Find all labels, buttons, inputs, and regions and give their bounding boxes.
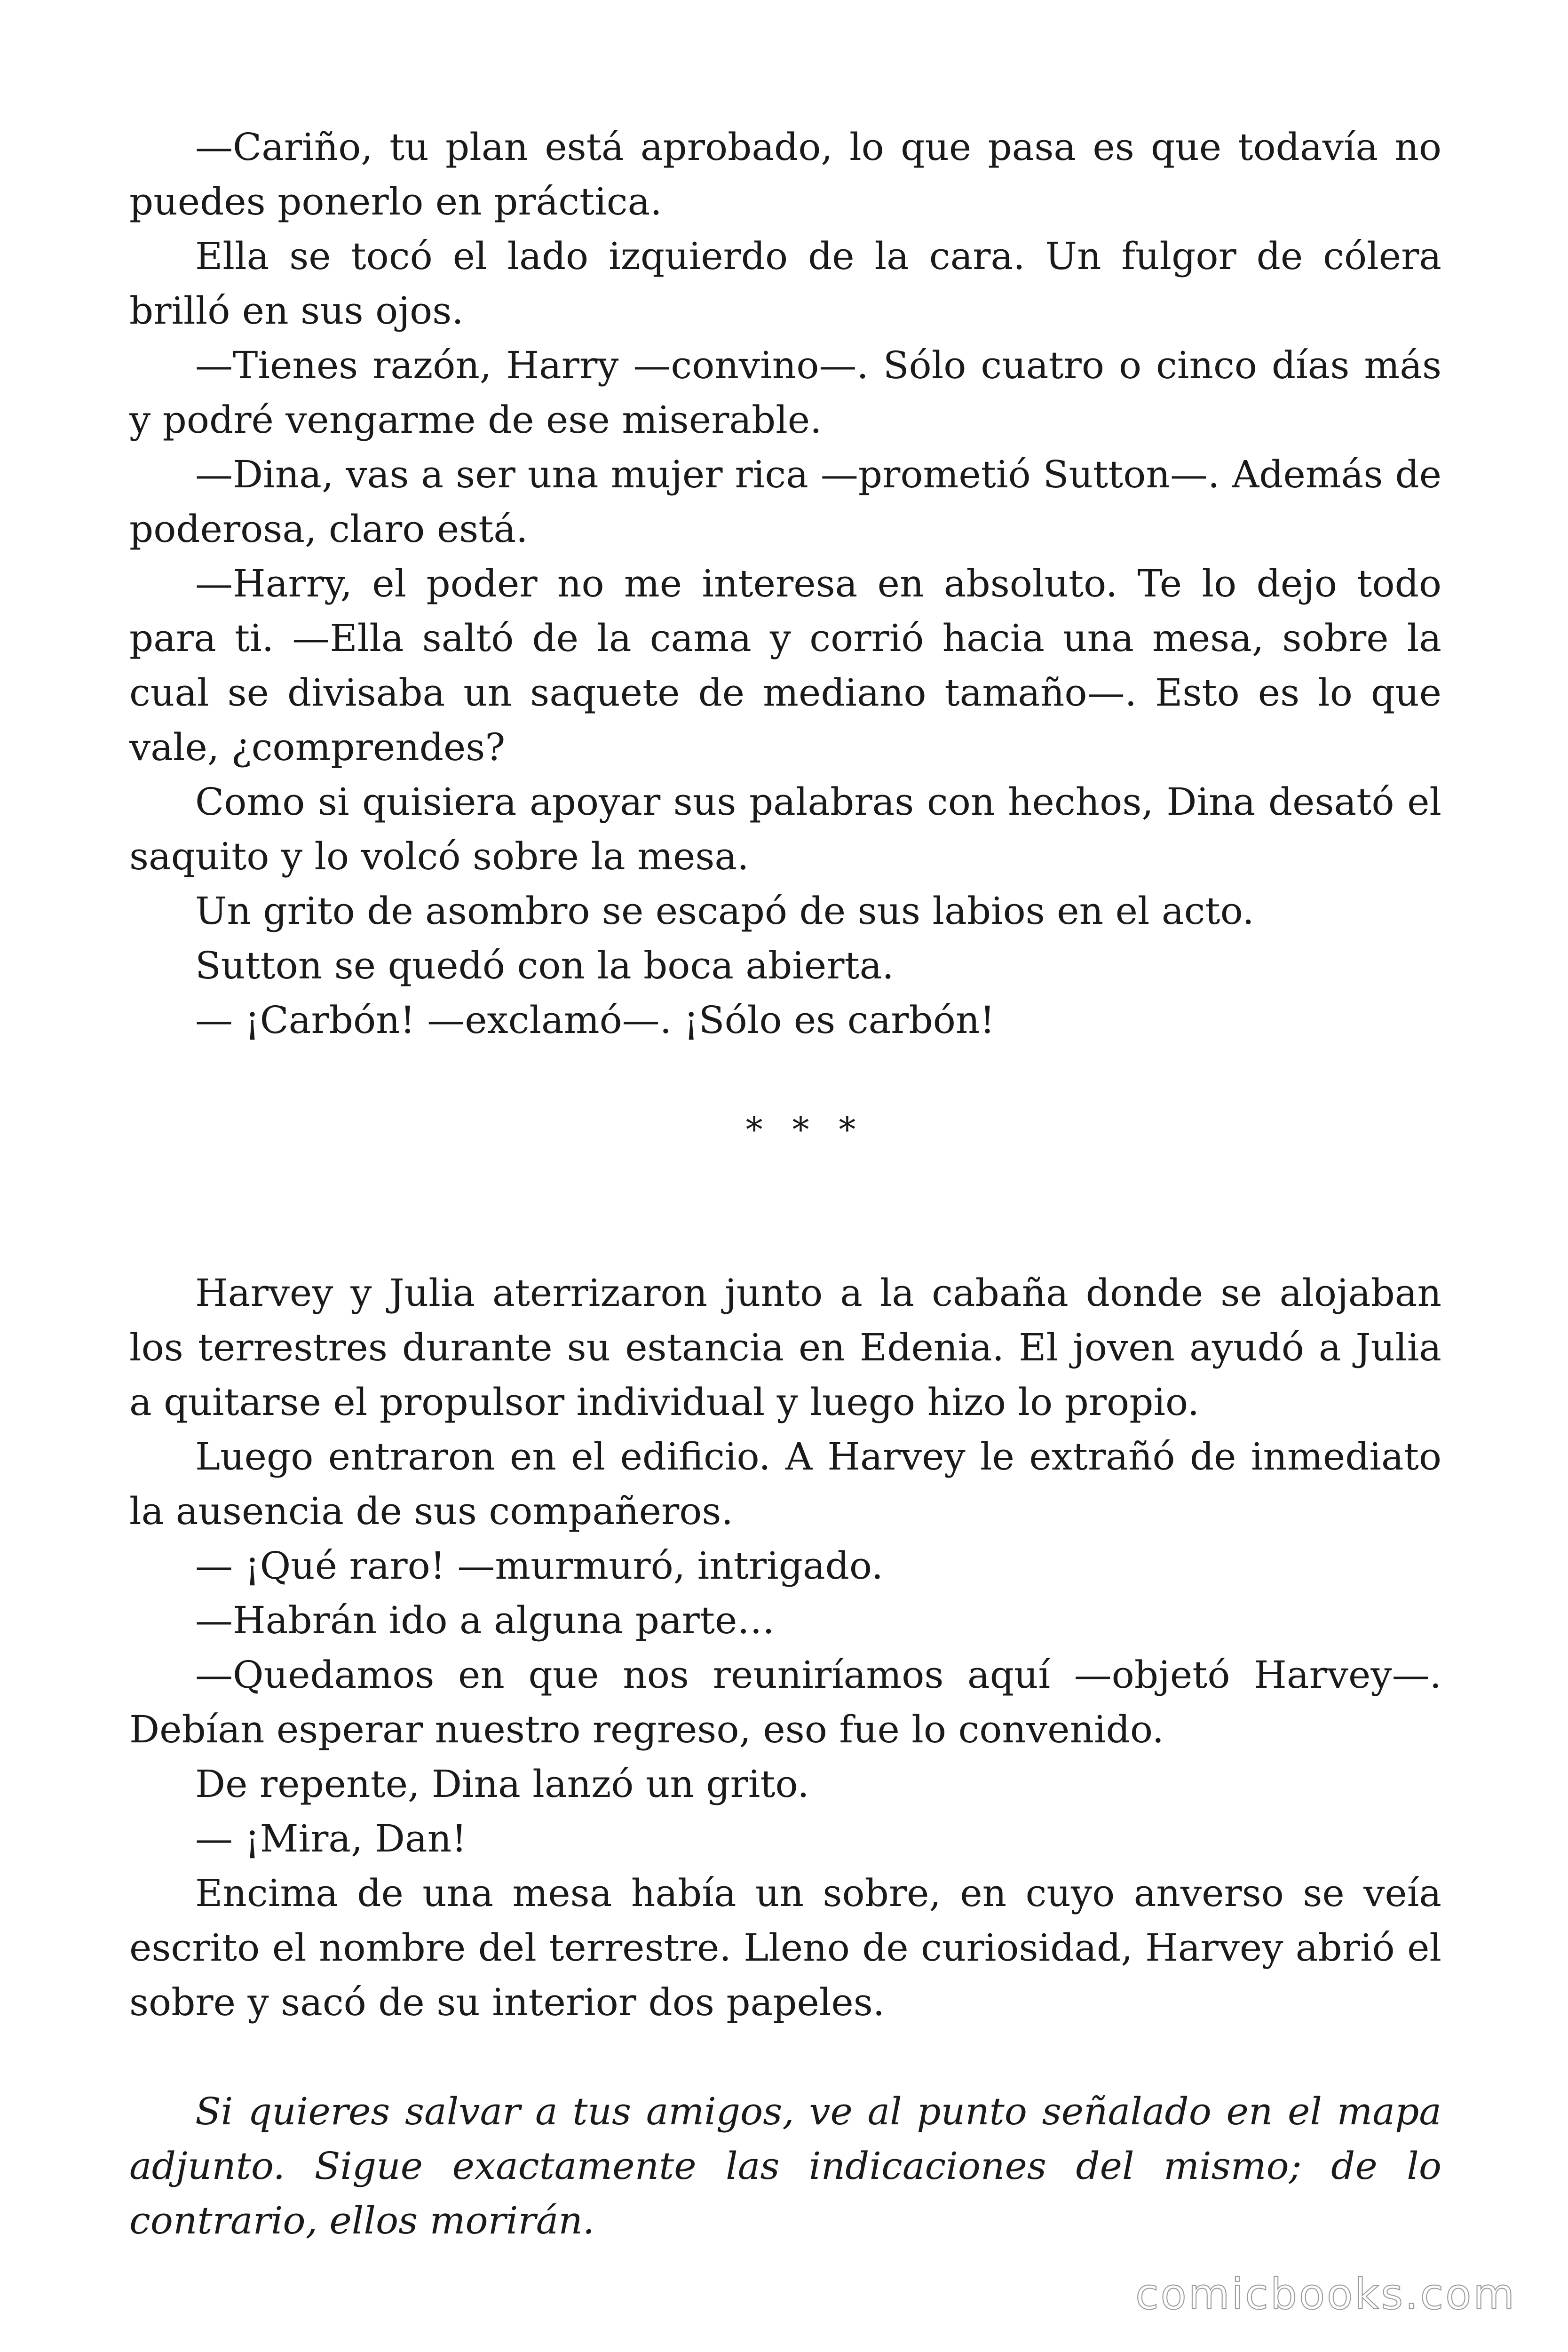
watermark: comicbooks.com: [1135, 2270, 1516, 2319]
paragraph: —Dina, vas a ser una mujer rica —prometió Sutton—. Además de poderosa, claro está.: [129, 453, 1441, 551]
paragraph: Sutton se quedó con la boca abierta.: [195, 944, 894, 987]
paragraph: Harvey y Julia aterrizaron junto a la cabaña donde se alojaban los terrestres durante su estancia en Edenia. El joven ayudó a Julia a quitarse el propulsor individual y luego hizo lo propio.: [129, 1271, 1441, 1424]
paragraph: Un grito de asombro se escapó de sus labios en el acto.: [195, 889, 1254, 933]
paragraph: — ¡Mira, Dan!: [195, 1817, 467, 1860]
paragraph: —Harry, el poder no me interesa en absoluto. Te lo dejo todo para ti. —Ella saltó de la cama y corrió hacia una mesa, sobre la cual se divisaba un saquete de mediano tamaño—. Esto es lo que vale, ¿comprendes?: [129, 562, 1441, 769]
paragraph: — ¡Qué raro! —murmuró, intrigado.: [195, 1544, 884, 1588]
paragraph: Ella se tocó el lado izquierdo de la cara. Un fulgor de cólera brilló en sus ojos.: [129, 234, 1441, 333]
paragraph: —Cariño, tu plan está aprobado, lo que pasa es que todavía no puedes ponerlo en práctica.: [129, 125, 1441, 223]
scene-separator: * * *: [745, 1110, 865, 1149]
paragraph: —Habrán ido a alguna parte…: [195, 1598, 775, 1642]
paragraph: De repente, Dina lanzó un grito.: [195, 1762, 809, 1806]
text-block: [129, 120, 1441, 2248]
paragraph: —Tienes razón, Harry —convino—. Sólo cuatro o cinco días más y podré vengarme de ese miserable.: [129, 343, 1441, 442]
paragraph: — ¡Carbón! —exclamó—. ¡Sólo es carbón!: [195, 998, 995, 1042]
paragraph: Como si quisiera apoyar sus palabras con hechos, Dina desató el saquito y lo volcó sobre la mesa.: [129, 780, 1441, 878]
paragraph: Luego entraron en el edificio. A Harvey le extrañó de inmediato la ausencia de sus compañeros.: [129, 1435, 1441, 1533]
paragraph: Encima de una mesa había un sobre, en cuyo anverso se veía escrito el nombre del terrestre. Lleno de curiosidad, Harvey abrió el sobre y sacó de su interior dos papeles.: [129, 1871, 1441, 2024]
letter-text: Si quieres salvar a tus amigos, ve al punto señalado en el mapa adjunto. Sigue exactamente las indicaciones del mismo; de lo contrario, ellos morirán.: [129, 2090, 1441, 2242]
paragraph: —Quedamos en que nos reuniríamos aquí —objetó Harvey—. Debían esperar nuestro regreso, eso fue lo convenido.: [129, 1653, 1441, 1751]
